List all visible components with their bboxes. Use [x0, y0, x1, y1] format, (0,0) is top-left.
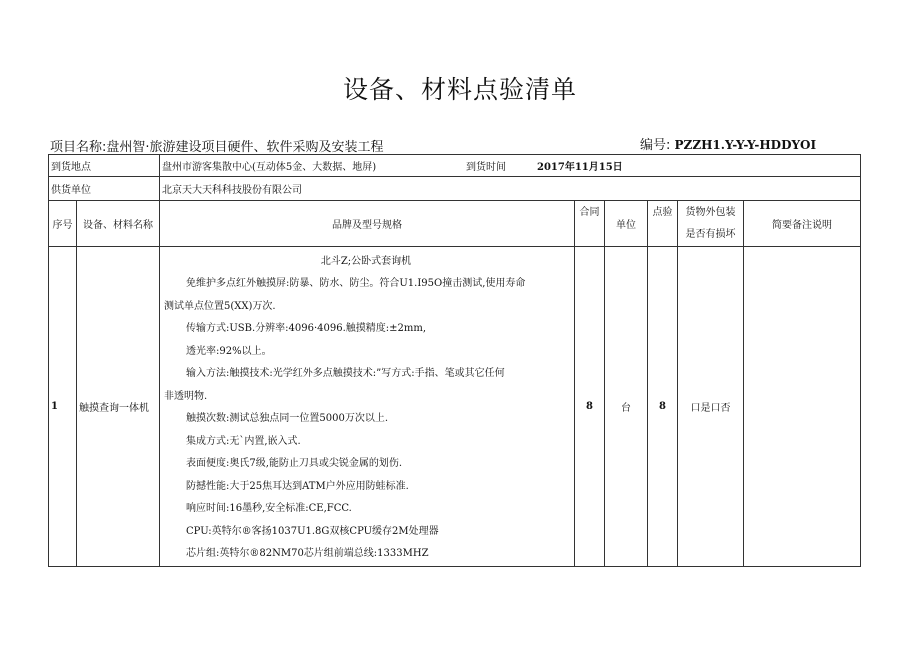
table-row: [49, 247, 861, 567]
supplier-row: [49, 177, 861, 201]
arrival-place-label: 到货地点: [49, 155, 160, 177]
spec-line: 传输方式:USB.分辨率:4096·4096.触摸精度:±2mm,: [186, 323, 427, 334]
col-package-line2: 是否有损坏: [685, 228, 736, 240]
spec-line: 非透明物.: [164, 390, 208, 402]
spec-line: 免维护多点红外触摸屏:防暴、防水、防尘。符合U1.I95O撞击测试,使用寿命: [186, 278, 526, 289]
item-spec-lines: [164, 273, 568, 566]
spec-line: 输入方法:触摸技术:光学红外多点触摸技术:”写方式:手指、笔或其它任何: [186, 368, 505, 379]
col-remarks: 简要备注说明: [744, 201, 861, 247]
spec-line: 防撼性能:大于25焦耳达到ATM户外应用防蛙标准.: [186, 480, 409, 492]
item-checked-qty: 8: [648, 247, 678, 567]
serial-number: [640, 134, 816, 153]
item-name: 触摸查询一体机: [77, 247, 160, 567]
inspection-table: [48, 154, 861, 567]
serial-label: 编号:: [640, 138, 671, 153]
spec-line: 响应时间:16墨秒,安全标准:CE,FCC.: [186, 503, 352, 514]
header-row: [49, 201, 861, 247]
col-name: 设备、材料名称: [77, 201, 160, 247]
col-seq: 序号: [49, 201, 77, 247]
col-check: 点验: [648, 201, 678, 247]
item-spec-head: 北斗Z;公卧式套询机: [320, 256, 412, 267]
item-seq: 1: [49, 247, 77, 567]
col-spec: 品牌及型号规格: [160, 201, 575, 247]
item-package-damage: 口是口否: [678, 247, 744, 567]
spec-line: 表面便度:奥氏7级,能防止刀具或尖锐金属的划伤.: [186, 458, 403, 469]
col-contract: 合同: [575, 201, 605, 247]
item-unit: 台: [605, 247, 648, 567]
spec-line: 集成方式:无`内置,嵌入式.: [186, 435, 301, 447]
arrival-place-value: 盘州市游客集散中心(互动体5金、大数据、地屏): [162, 162, 377, 173]
arrival-time-value: 2017年11月15日: [537, 162, 623, 173]
arrival-place-row: [49, 155, 861, 177]
project-name: 项目名称:盘州智·旅游建设项目硬件、软件采购及安装工程: [50, 140, 384, 155]
item-spec: [160, 247, 575, 567]
arrival-time-label: 到货时间: [466, 162, 506, 173]
spec-line: CPU:英特尔®客扬1037U1.8G双核CPU缓存2M处理器: [186, 525, 439, 537]
item-contract-qty: 8: [575, 247, 605, 567]
spec-line: 测试单点位置5(XX)万次.: [164, 300, 276, 312]
spec-line: 芯片组:英特尔®82NM70芯片组前端总线:1333MHZ: [186, 548, 429, 559]
col-unit: 单位: [605, 201, 648, 247]
col-package: [678, 201, 744, 247]
page-title: 设备、材料点验清单: [342, 75, 577, 104]
supplier-label: 供货单位: [49, 177, 160, 201]
col-package-line1: 货物外包装: [685, 206, 736, 218]
spec-line: 透光率:92%以上。: [186, 345, 272, 357]
item-remarks: [744, 247, 861, 567]
arrival-place-cell: [160, 155, 861, 177]
serial-value: PZZH1.Y-Y-Y-HDDYOI: [674, 138, 817, 152]
spec-line: 触摸次数:测试总独点同一位置5000万次以上.: [186, 413, 388, 424]
supplier-value: 北京天大天科科技股份有限公司: [160, 177, 861, 201]
